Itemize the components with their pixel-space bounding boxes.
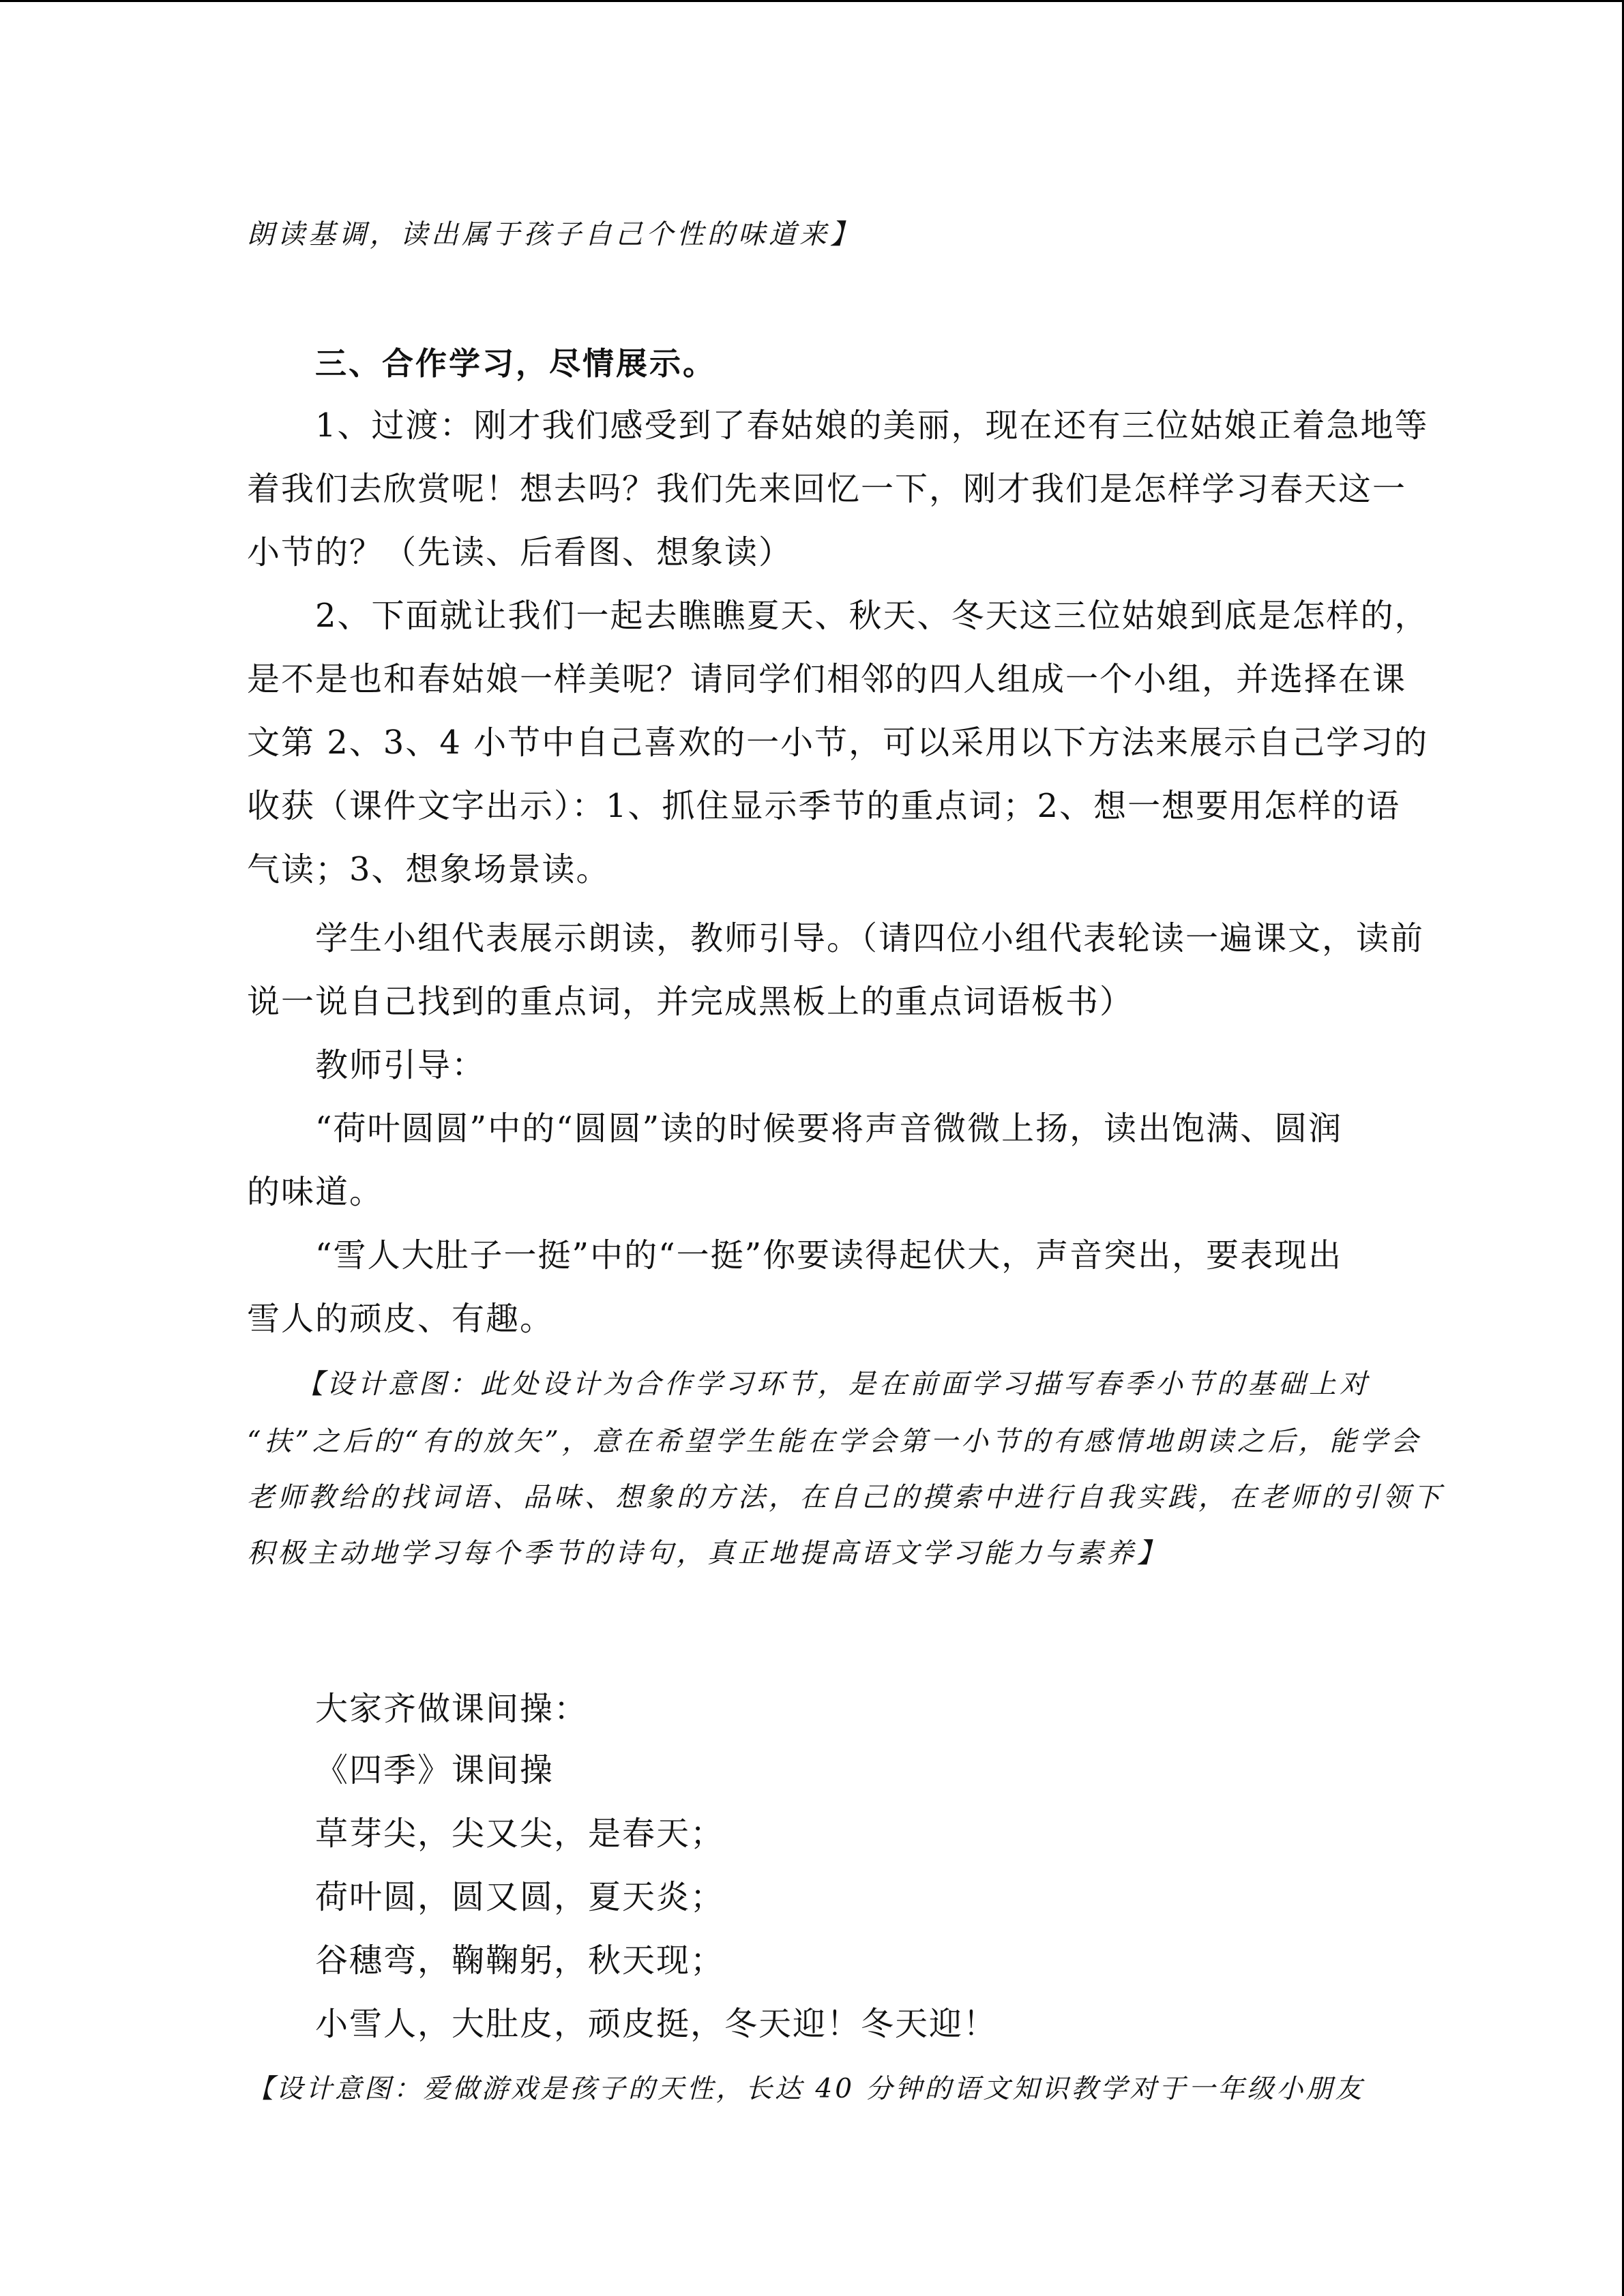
- para2-line-3: 文第 2、3、4 小节中自己喜欢的一小节，可以采用以下方法来展示自己学习的: [247, 724, 1429, 762]
- section-heading: 三、合作学习，尽情展示。: [315, 345, 716, 382]
- poem-line-1: 草芽尖，尖又尖，是春天；: [315, 1815, 725, 1853]
- para3-line-2: 说一说自己找到的重点词，并完成黑板上的重点词语板书）: [247, 983, 1134, 1021]
- para3-line-1: 学生小组代表展示朗读，教师引导。（请四位小组代表轮读一遍课文，读前: [315, 919, 1425, 957]
- para1-line-2: 着我们去欣赏呢！想去吗？我们先来回忆一下，刚才我们是怎样学习春天这一: [247, 470, 1407, 508]
- guide1-line-2: 的味道。: [247, 1173, 384, 1211]
- guide2-line-2: 雪人的顽皮、有趣。: [247, 1300, 555, 1338]
- design-note1-line-2: “扶”之后的“有的放矢”，意在希望学生能在学会第一小节的有感情地朗读之后，能学会: [247, 1426, 1421, 1457]
- para2-line-5: 气读；3、想象场景读。: [247, 850, 610, 889]
- top-note: 朗读基调，读出属于孩子自己个性的味道来】: [247, 219, 861, 250]
- para1-line-3: 小节的？（先读、后看图、想象读）: [247, 533, 793, 571]
- exercise-title: 《四季》课间操: [315, 1751, 555, 1789]
- teacher-guide-label: 教师引导：: [315, 1046, 486, 1084]
- poem-line-3: 谷穗弯，鞠鞠躬，秋天现；: [315, 1941, 725, 1980]
- poem-line-4: 小雪人，大肚皮，顽皮挺，冬天迎！冬天迎！: [315, 2005, 998, 2043]
- exercise-intro: 大家齐做课间操：: [315, 1690, 589, 1728]
- para2-line-4: 收获（课件文字出示）：1、抓住显示季节的重点词；2、想一想要用怎样的语: [247, 787, 1401, 825]
- para2-line-1: 2、下面就让我们一起去瞧瞧夏天、秋天、冬天这三位姑娘到底是怎样的，: [315, 597, 1429, 635]
- poem-line-2: 荷叶圆，圆又圆，夏天炎；: [315, 1878, 725, 1916]
- guide2-line-1: “雪人大肚子一挺”中的“一挺”你要读得起伏大，声音突出，要表现出: [315, 1236, 1343, 1274]
- guide1-line-1: “荷叶圆圆”中的“圆圆”读的时候要将声音微微上扬，读出饱满、圆润: [315, 1109, 1343, 1148]
- design-note1-line-4: 积极主动地学习每个季节的诗句，真正地提高语文学习能力与素养】: [247, 1538, 1168, 1569]
- para2-line-2: 是不是也和春姑娘一样美呢？请同学们相邻的四人组成一个小组，并选择在课: [247, 660, 1407, 698]
- design-note2-line-1: 【设计意图：爱做游戏是孩子的天性，长达 40 分钟的语文知识教学对于一年级小朋友: [247, 2074, 1365, 2104]
- design-note1-line-1: 【设计意图：此处设计为合作学习环节，是在前面学习描写春季小节的基础上对: [296, 1369, 1370, 1400]
- para1-line-1: 1、过渡：刚才我们感受到了春姑娘的美丽，现在还有三位姑娘正着急地等: [315, 406, 1429, 445]
- design-note1-line-3: 老师教给的找词语、品味、想象的方法，在自己的摸索中进行自我实践，在老师的引领下: [247, 1482, 1444, 1513]
